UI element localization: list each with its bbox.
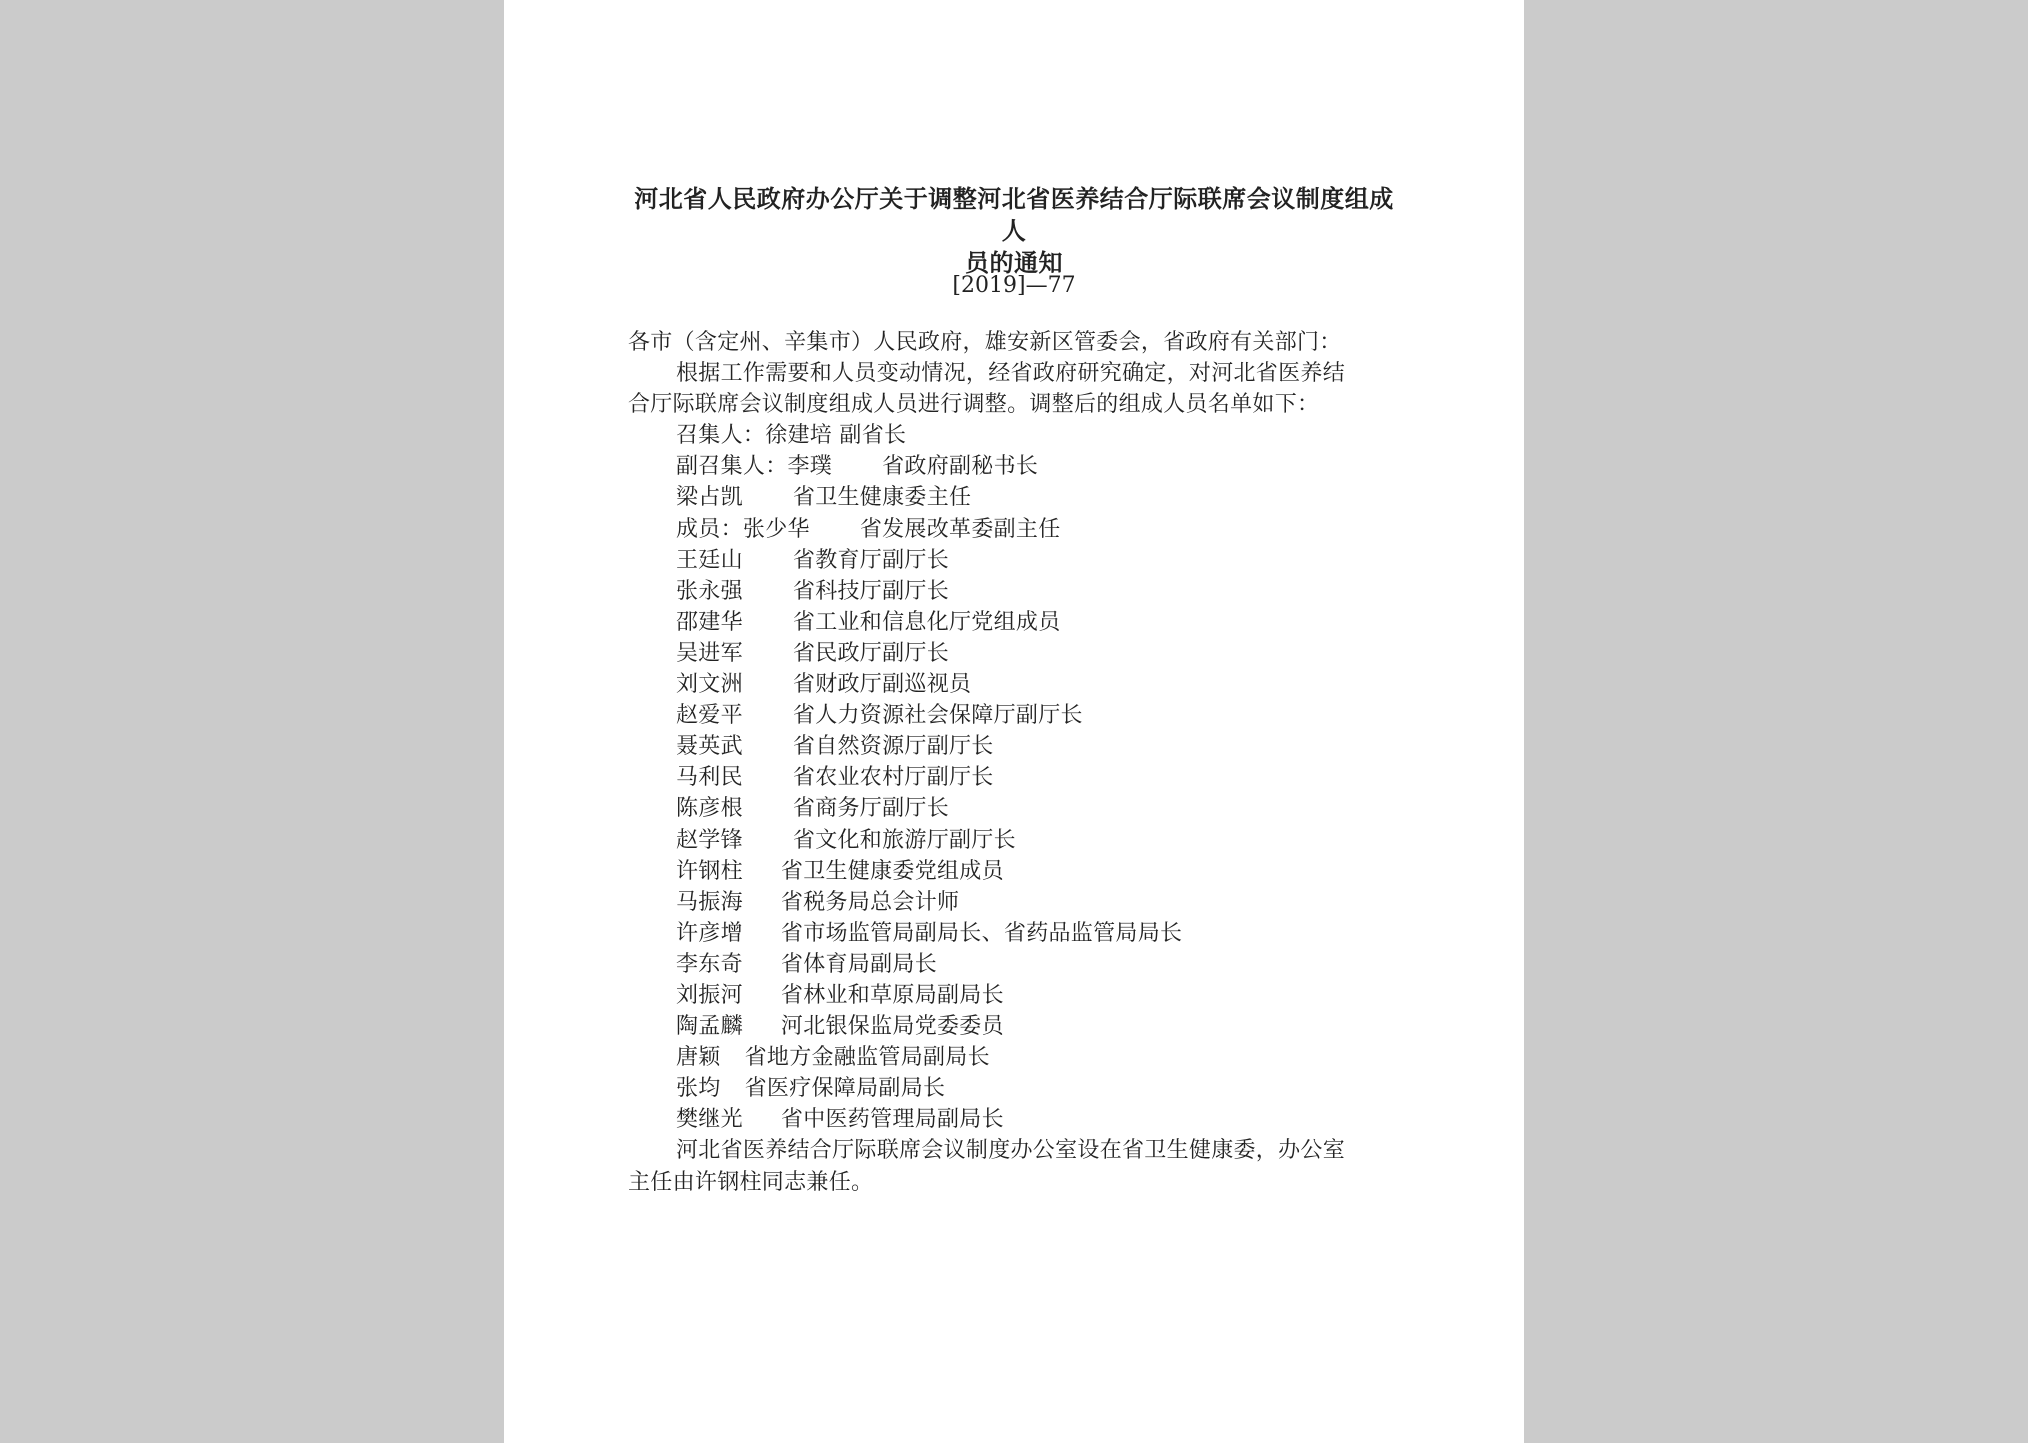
- member-row: [628, 607, 1402, 638]
- deputy-convener-line: [628, 451, 1402, 482]
- member-row: [628, 887, 1402, 918]
- member-title: 省文化和旅游厅副厅长: [792, 827, 1016, 853]
- member-title: 省体育局副局长: [780, 951, 938, 977]
- paragraph-line: 根据工作需要和人员变动情况，经省政府研究确定，对河北省医养结: [676, 361, 1346, 387]
- member-name: 张永强: [676, 578, 743, 604]
- member-row: [628, 918, 1402, 949]
- member-title: 省人力资源社会保障厅副厅长: [792, 703, 1083, 729]
- member-title: 省工业和信息化厅党组成员: [792, 609, 1061, 635]
- member-row: [628, 1073, 1402, 1104]
- member-name: 樊继光: [676, 1107, 743, 1133]
- convener-line: 召集人：徐建培 副省长: [676, 423, 907, 449]
- member-title: 省地方金融监管局副局长: [744, 1045, 990, 1071]
- closing-line: 河北省医养结合厅际联席会议制度办公室设在省卫生健康委，办公室: [676, 1138, 1346, 1164]
- deputy-convener-title: 省政府副秘书长: [882, 454, 1039, 480]
- member-name: 许彦增: [676, 920, 743, 946]
- document-title: [624, 183, 1404, 279]
- member-name: 马利民: [676, 765, 743, 791]
- member-row: [628, 700, 1402, 731]
- member-name: 李东奇: [676, 951, 743, 977]
- member-name: 陈彦根: [676, 796, 743, 822]
- member-name: 吴进军: [676, 640, 743, 666]
- member-title: 省科技厅副厅长: [792, 578, 950, 604]
- member-name: 唐颖: [676, 1045, 721, 1071]
- member-title: 省自然资源厅副厅长: [792, 734, 994, 760]
- document-body: [628, 327, 1402, 1198]
- member-row: [628, 1104, 1402, 1135]
- member-title: 省税务局总会计师: [780, 889, 960, 915]
- member-row: [628, 1011, 1402, 1042]
- member-name: 成员：张少华: [676, 516, 810, 542]
- paragraph-line: 合厅际联席会议制度组成人员进行调整。调整后的组成人员名单如下：: [628, 392, 1320, 418]
- member-row: [628, 669, 1402, 700]
- member-row: [628, 731, 1402, 762]
- member-row: [628, 576, 1402, 607]
- member-row: [628, 793, 1402, 824]
- member-title: 省商务厅副厅长: [792, 796, 950, 822]
- member-title: 省农业农村厅副厅长: [792, 765, 994, 791]
- members-first-line: [628, 514, 1402, 545]
- member-title: 河北银保监局党委委员: [780, 1014, 1004, 1040]
- member-row: [628, 980, 1402, 1011]
- member-title: 省发展改革委副主任: [859, 516, 1061, 542]
- member-title: 省卫生健康委党组成员: [780, 858, 1004, 884]
- member-row: [628, 949, 1402, 980]
- member-name: 张均: [676, 1076, 721, 1102]
- member-row: [628, 825, 1402, 856]
- member-title: 省中医药管理局副局长: [780, 1107, 1004, 1133]
- member-list: [628, 545, 1402, 1136]
- deputy-convener-line: [628, 482, 1402, 513]
- member-title: 省教育厅副厅长: [792, 547, 950, 573]
- member-name: 赵学锋: [676, 827, 743, 853]
- member-title: 省市场监管局副局长、省药品监管局局长: [780, 920, 1183, 946]
- member-name: 许钢柱: [676, 858, 743, 884]
- member-title: 省医疗保障局副局长: [744, 1076, 946, 1102]
- member-title: 省林业和草原局副局长: [780, 982, 1004, 1008]
- member-row: [628, 762, 1402, 793]
- member-row: [628, 545, 1402, 576]
- member-title: 省民政厅副厅长: [792, 640, 950, 666]
- deputy-convener-title: 省卫生健康委主任: [792, 485, 972, 511]
- document-number: [2019]—77: [952, 273, 1076, 298]
- member-row: [628, 856, 1402, 887]
- member-title: 省财政厅副巡视员: [792, 672, 972, 698]
- deputy-convener-name: 梁占凯: [676, 485, 743, 511]
- member-name: 王廷山: [676, 547, 743, 573]
- member-name: 马振海: [676, 889, 743, 915]
- title-line-1: 河北省人民政府办公厅关于调整河北省医养结合厅际联席会议制度组成人: [634, 184, 1394, 245]
- member-name: 陶孟麟: [676, 1014, 743, 1040]
- deputy-convener-name: 副召集人：李璞: [676, 454, 833, 480]
- salutation: 各市（含定州、辛集市）人民政府，雄安新区管委会，省政府有关部门：: [628, 330, 1342, 355]
- member-row: [628, 638, 1402, 669]
- member-name: 刘振河: [676, 982, 743, 1008]
- member-name: 聂英武: [676, 734, 743, 760]
- title-line-2: 员的通知: [965, 248, 1063, 277]
- member-name: 邵建华: [676, 609, 743, 635]
- member-name: 刘文洲: [676, 672, 743, 698]
- member-row: [628, 1042, 1402, 1073]
- member-name: 赵爱平: [676, 703, 743, 729]
- closing-line: 主任由许钢柱同志兼任。: [628, 1169, 874, 1195]
